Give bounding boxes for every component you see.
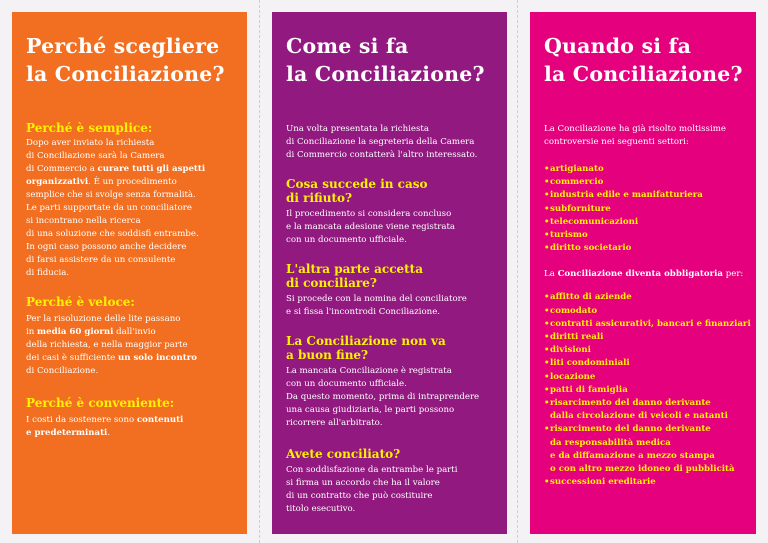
list-item-continuation: da responsabilità medica [550,437,671,448]
text-line: di Commercio contatterà l'altro interessato. [286,150,478,160]
section-text-fast [26,313,235,378]
list-item [544,371,744,384]
text-line: di Conciliazione la segreteria della Camera [286,137,475,147]
text-line: Si procede con la nomina del conciliatore [286,294,467,304]
text-bold: media 60 giorni [37,327,114,337]
list-item [544,305,744,318]
text-line: di fiducia. [26,268,70,278]
list-item [544,344,744,357]
list-item-continuation: dalla circolazione di veicoli e natanti [550,411,728,422]
panel-title [26,32,235,88]
list-item-label: diritti reali [550,332,604,343]
bullet: • [544,292,550,303]
text-line: con un documento ufficiale. [286,235,407,245]
title-line: la Conciliazione? [26,62,225,86]
text-line [26,326,235,339]
section-text-failure [286,365,495,430]
sectors-list [544,163,744,255]
section-heading-refusal [286,177,495,205]
panel-when [530,12,756,534]
heading-line: Cosa succede in caso [286,177,428,191]
list-item-label: risarcimento del danno derivante [550,424,711,435]
text-line: In ogni caso possono anche decidere [26,242,187,252]
bullet: • [544,318,550,329]
text-line: di Conciliazione sarà la Camera [26,151,165,161]
list-item-label: locazione [550,371,596,382]
list-item-label: affitto di aziende [550,292,632,303]
bullet: • [544,190,550,201]
bullet: • [544,164,550,174]
list-item [544,176,744,189]
list-item [544,397,744,423]
text-line: e la mancata adesione viene registrata [286,222,456,232]
text-line [544,268,744,281]
text-line [26,427,235,440]
list-item [544,203,744,216]
panel-why [12,12,247,534]
bullet: • [544,203,550,214]
text-fragment: I costi da sostenere sono [26,415,137,425]
bullet: • [544,305,550,316]
list-item-label: risarcimento del danno derivante [550,398,711,409]
bullet: • [544,398,550,409]
text-line: e si fissa l'incontrodi Conciliazione. [286,307,441,317]
text-fragment: dei casi è sufficiente [26,353,118,363]
bullet: • [544,216,550,227]
text-bold: organizzativi [26,177,89,187]
panel-title [544,32,744,88]
text-line: di una soluzione che soddisfi entrambe. [26,229,199,239]
list-item-label: industria edile e manifatturiera [550,190,703,201]
bullet: • [544,243,550,254]
intro-text [286,123,495,162]
text-line: si incontrano nella ricerca [26,216,141,226]
heading-line: L'altra parte accetta [286,262,423,276]
text-line: controversie nei seguenti settori: [544,137,689,147]
text-line: di Conciliazione. [26,366,99,376]
text-line: di un contratto che può costituire [286,491,433,501]
panel-title [286,32,495,88]
section-heading-settled [286,447,495,461]
bullet: • [544,230,550,241]
list-item [544,384,744,397]
section-heading-accept [286,262,495,290]
text-line: Dopo aver inviato la richiesta [26,138,155,148]
bullet: • [544,345,550,356]
text-line: titolo esecutivo. [286,504,356,514]
section-text-convenient [26,414,235,440]
text-bold: contenuti [136,415,184,425]
section-text-refusal [286,208,495,247]
text-line: della richiesta, e nella maggior parte [26,340,188,350]
title-line: la Conciliazione? [544,62,743,86]
text-bold: un solo incontro [117,353,197,363]
list-item-label: artigianato [550,164,604,174]
fold-line-2 [517,0,518,543]
text-line [26,163,235,176]
list-item-label: turismo [550,230,588,241]
list-item [544,163,744,176]
text-fragment: dall'invio [113,327,156,337]
text-line: Le parti supportate da un conciliatore [26,203,192,213]
list-item-label: subforniture [550,203,611,214]
fold-line-1 [259,0,260,543]
text-line: La Conciliazione ha già risolto moltissime [544,124,726,134]
heading-line: Avete conciliato? [286,447,401,461]
text-fragment: La [544,269,558,280]
heading-line: La Conciliazione non va [286,334,446,348]
text-line: Il procedimento si considera concluso [286,209,452,219]
heading-line: a buon fine? [286,348,369,362]
heading-line: di rifiuto? [286,191,353,205]
text-fragment: di Commercio a [26,164,98,174]
list-item-label: liti condominiali [550,358,630,369]
text-line: con un documento ufficiale. [286,379,407,389]
bullet: • [544,384,550,395]
section-heading-convenient: Perché è conveniente: [26,396,175,410]
text-line: La mancata Conciliazione è registrata [286,366,452,376]
text-fragment: per: [723,269,744,280]
list-item-label: telecomunicazioni [550,216,639,227]
section-heading-fast: Perché è veloce: [26,295,135,309]
title-line: Quando si fa [544,34,692,58]
bullet: • [544,371,550,382]
text-line: una causa giudiziaria, le parti possono [286,405,455,415]
intro-text [544,123,744,149]
heading-line: di conciliare? [286,276,377,290]
list-item [544,318,751,331]
section-heading-simple: Perché è semplice: [26,121,153,135]
list-item [544,229,744,242]
text-fragment: in [26,327,38,337]
list-item-label: contratti assicurativi, bancari e finanziari [550,318,751,329]
bullet: • [544,477,550,488]
title-line: Perché scegliere [26,34,220,58]
title-line: Come si fa [286,34,409,58]
list-item [544,357,744,370]
text-line [26,352,235,365]
text-line: Da questo momento, prima di intraprendere [286,392,480,402]
mandatory-text [544,268,744,281]
text-line: semplice che si svolge senza formalità. [26,190,196,200]
list-item [544,476,744,489]
text-line: di farsi assistere da un consulente [26,255,176,265]
text-bold: e predeterminati [26,428,108,438]
section-text-simple [26,137,235,280]
list-item-label: commercio [550,177,604,188]
text-line [26,176,235,189]
text-line: si firma un accordo che ha il valore [286,478,440,488]
list-item-label: successioni ereditarie [550,477,656,488]
title-line: la Conciliazione? [286,62,485,86]
bullet: • [544,358,550,369]
list-item-continuation: o con altro mezzo idoneo di pubblicità [550,464,735,475]
panel-how [272,12,507,534]
bullet: • [544,332,550,343]
list-item [544,242,744,255]
mandatory-list [544,291,751,489]
section-text-settled [286,464,495,516]
text-fragment: . [107,428,111,438]
list-item-label: divisioni [550,345,591,356]
text-bold: curare tutti gli aspetti [97,164,206,174]
text-line [26,414,235,427]
text-fragment: . È un procedimento [88,177,177,187]
list-item [544,423,744,476]
list-item-label: diritto societario [550,243,632,254]
list-item [544,331,744,344]
list-item [544,216,744,229]
section-heading-failure [286,334,495,362]
text-line: Con soddisfazione da entrambe le parti [286,465,458,475]
bullet: • [544,424,550,435]
text-line: Per la risoluzione delle lite passano [26,314,181,324]
text-bold: Conciliazione diventa obbligatoria [557,269,723,280]
bullet: • [544,177,550,188]
list-item-continuation: e da diffamazione a mezzo stampa [550,450,715,461]
list-item [544,291,744,304]
text-line: Una volta presentata la richiesta [286,124,429,134]
list-item-label: patti di famiglia [550,384,628,395]
section-text-accept [286,293,495,319]
list-item-label: comodato [550,305,598,316]
text-line: ricorrere all'arbitrato. [286,418,383,428]
list-item [544,189,744,202]
